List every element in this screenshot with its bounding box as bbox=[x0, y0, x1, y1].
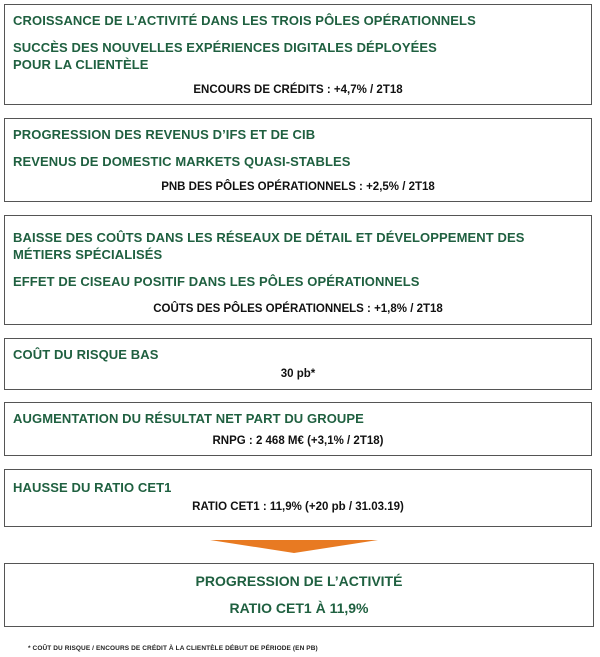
headline: REVENUS DE DOMESTIC MARKETS QUASI-STABLES bbox=[13, 154, 351, 169]
headline: POUR LA CLIENTÈLE bbox=[13, 57, 149, 72]
headline: AUGMENTATION DU RÉSULTAT NET PART DU GROUPE bbox=[13, 411, 364, 426]
headline: EFFET DE CISEAU POSITIF DANS LES PÔLES OPÉRATIONNELS bbox=[13, 274, 420, 289]
metric-credit-outstanding: ENCOURS DE CRÉDITS : +4,7% / 2T18 bbox=[193, 84, 403, 96]
conclusion-line-activity: PROGRESSION DE L’ACTIVITÉ bbox=[195, 573, 403, 589]
metric-cost-of-risk: 30 pb* bbox=[280, 368, 316, 380]
block-revenue-progression bbox=[4, 118, 592, 202]
headline: MÉTIERS SPÉCIALISÉS bbox=[13, 247, 163, 262]
metric-costs: COÛTS DES PÔLES OPÉRATIONNELS : +1,8% / 2T18 bbox=[153, 303, 443, 315]
metric-pnb: PNB DES PÔLES OPÉRATIONNELS : +2,5% / 2T18 bbox=[161, 181, 435, 193]
block-cost-of-risk bbox=[4, 338, 592, 390]
headline: HAUSSE DU RATIO CET1 bbox=[13, 480, 172, 495]
block-net-income bbox=[4, 402, 592, 456]
block-activity-growth bbox=[4, 4, 592, 105]
metric-cet1: RATIO CET1 : 11,9% (+20 pb / 31.03.19) bbox=[192, 501, 404, 513]
headline: BAISSE DES COÛTS DANS LES RÉSEAUX DE DÉTAIL ET DÉVELOPPEMENT DES bbox=[13, 230, 525, 245]
block-cet1-ratio bbox=[4, 469, 592, 527]
metric-net-income: RNPG : 2 468 M€ (+3,1% / 2T18) bbox=[212, 435, 384, 447]
headline: SUCCÈS DES NOUVELLES EXPÉRIENCES DIGITALES DÉPLOYÉES bbox=[13, 40, 437, 55]
down-arrow-icon bbox=[210, 540, 378, 553]
headline: COÛT DU RISQUE BAS bbox=[13, 347, 159, 362]
conclusion-line-cet1: RATIO CET1 À 11,9% bbox=[229, 600, 369, 616]
footnote: * COÛT DU RISQUE / ENCOURS DE CRÉDIT À LA CLIENTÈLE DÉBUT DE PÉRIODE (EN PB) bbox=[28, 645, 318, 652]
headline: PROGRESSION DES REVENUS D’IFS ET DE CIB bbox=[13, 127, 316, 142]
conclusion-box bbox=[4, 563, 594, 627]
block-cost-reduction bbox=[4, 215, 592, 325]
headline: CROISSANCE DE L’ACTIVITÉ DANS LES TROIS PÔLES OPÉRATIONNELS bbox=[13, 13, 476, 28]
